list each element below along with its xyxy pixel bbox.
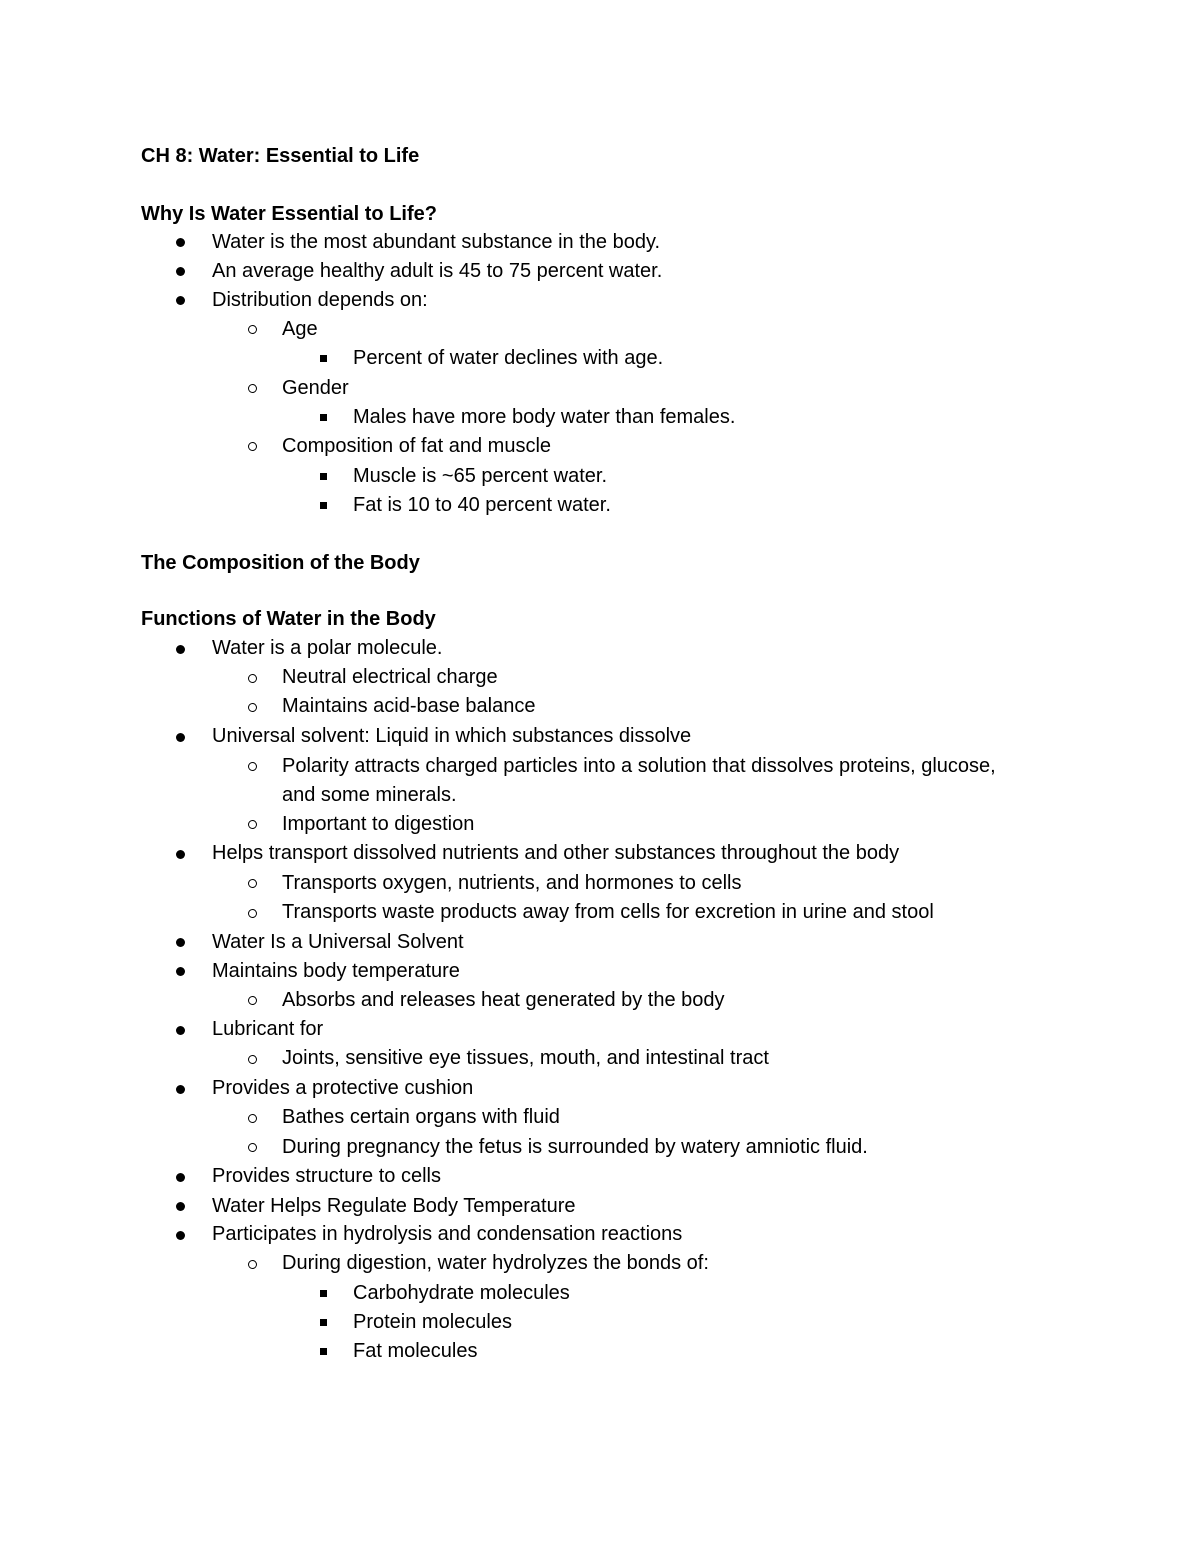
- list-item: Gender: [282, 377, 349, 399]
- list-item: Important to digestion: [282, 813, 475, 835]
- square-bullet-icon: [320, 414, 327, 421]
- bullet-icon: [176, 850, 185, 859]
- section-heading-composition: The Composition of the Body: [141, 552, 420, 574]
- circle-bullet-icon: [248, 1143, 257, 1152]
- list-item: Composition of fat and muscle: [282, 435, 552, 457]
- bullet-icon: [176, 645, 185, 654]
- square-bullet-icon: [320, 473, 327, 480]
- list-item: Bathes certain organs with fluid: [282, 1106, 560, 1128]
- bullet-icon: [176, 1173, 185, 1182]
- circle-bullet-icon: [248, 1114, 257, 1123]
- list-item: Age: [282, 318, 318, 340]
- square-bullet-icon: [320, 355, 327, 362]
- circle-bullet-icon: [248, 879, 257, 888]
- list-item: Joints, sensitive eye tissues, mouth, and intestinal tract: [282, 1047, 769, 1069]
- list-item: During digestion, water hydrolyzes the bonds of:: [282, 1252, 709, 1274]
- bullet-icon: [176, 938, 185, 947]
- square-bullet-icon: [320, 502, 327, 509]
- bullet-icon: [176, 1202, 185, 1211]
- circle-bullet-icon: [248, 909, 257, 918]
- list-item: Absorbs and releases heat generated by the body: [282, 989, 725, 1011]
- circle-bullet-icon: [248, 384, 257, 393]
- list-item: Carbohydrate molecules: [353, 1282, 570, 1304]
- circle-bullet-icon: [248, 762, 257, 771]
- list-item: Distribution depends on:: [212, 289, 428, 311]
- square-bullet-icon: [320, 1348, 327, 1355]
- square-bullet-icon: [320, 1290, 327, 1297]
- bullet-icon: [176, 238, 185, 247]
- list-item: Protein molecules: [353, 1311, 512, 1333]
- bullet-icon: [176, 267, 185, 276]
- bullet-icon: [176, 1026, 185, 1035]
- list-item: Water Helps Regulate Body Temperature: [212, 1195, 576, 1217]
- list-item: Water Is a Universal Solvent: [212, 931, 464, 953]
- list-item: Participates in hydrolysis and condensation reactions: [212, 1223, 683, 1245]
- circle-bullet-icon: [248, 820, 257, 829]
- list-item: Polarity attracts charged particles into a solution that dissolves proteins, glucose,: [282, 755, 996, 777]
- list-item: Maintains body temperature: [212, 960, 460, 982]
- bullet-icon: [176, 296, 185, 305]
- list-item: Muscle is ~65 percent water.: [353, 465, 608, 487]
- list-item: Transports waste products away from cells for excretion in urine and stool: [282, 901, 934, 923]
- list-item: Provides structure to cells: [212, 1165, 441, 1187]
- bullet-icon: [176, 733, 185, 742]
- circle-bullet-icon: [248, 1260, 257, 1269]
- circle-bullet-icon: [248, 1055, 257, 1064]
- list-item: Males have more body water than females.: [353, 406, 736, 428]
- circle-bullet-icon: [248, 325, 257, 334]
- list-item: Lubricant for: [212, 1018, 324, 1040]
- document-title: CH 8: Water: Essential to Life: [141, 145, 420, 167]
- circle-bullet-icon: [248, 442, 257, 451]
- section-heading-why-water: Why Is Water Essential to Life?: [141, 203, 437, 225]
- square-bullet-icon: [320, 1319, 327, 1326]
- list-item: Fat is 10 to 40 percent water.: [353, 494, 611, 516]
- list-item: During pregnancy the fetus is surrounded by watery amniotic fluid.: [282, 1136, 868, 1158]
- bullet-icon: [176, 1231, 185, 1240]
- list-item: Universal solvent: Liquid in which substances dissolve: [212, 725, 692, 747]
- section-heading-functions: Functions of Water in the Body: [141, 608, 436, 630]
- list-item: Helps transport dissolved nutrients and other substances throughout the body: [212, 842, 900, 864]
- list-item: Fat molecules: [353, 1340, 478, 1362]
- list-item: Transports oxygen, nutrients, and hormones to cells: [282, 872, 742, 894]
- list-item: An average healthy adult is 45 to 75 percent water.: [212, 260, 663, 282]
- list-item: Neutral electrical charge: [282, 666, 498, 688]
- list-item-continuation: and some minerals.: [282, 784, 457, 806]
- list-item: Provides a protective cushion: [212, 1077, 474, 1099]
- list-item: Maintains acid-base balance: [282, 695, 536, 717]
- bullet-icon: [176, 967, 185, 976]
- bullet-icon: [176, 1085, 185, 1094]
- circle-bullet-icon: [248, 996, 257, 1005]
- list-item: Water is the most abundant substance in the body.: [212, 231, 661, 253]
- list-item: Percent of water declines with age.: [353, 347, 664, 369]
- list-item: Water is a polar molecule.: [212, 637, 443, 659]
- circle-bullet-icon: [248, 703, 257, 712]
- circle-bullet-icon: [248, 674, 257, 683]
